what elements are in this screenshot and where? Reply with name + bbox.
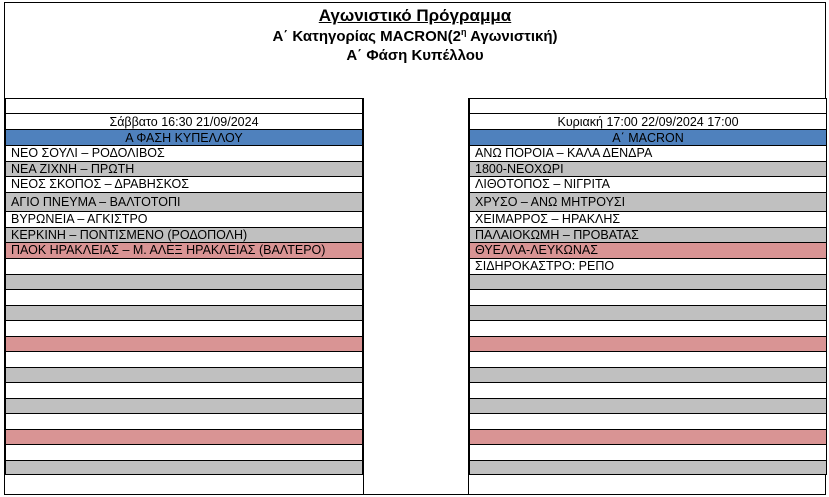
match-row [469,382,827,398]
match-row [469,320,827,336]
sunday-group-header: Α΄ MACRON [469,129,827,145]
match-row: ΠΑΟΚ ΗΡΑΚΛΕΙΑΣ – Μ. ΑΛΕΞ ΗΡΑΚΛΕΙΑΣ (ΒΑΛΤΕΡΟ) [5,242,363,258]
match-row [469,413,827,429]
page-title: Αγωνιστικό Πρόγραμμα [318,6,512,25]
match-row: ΒΥΡΩΝΕΙΑ – ΑΓΚΙΣΤΡΟ [5,211,363,227]
phase-subtitle: Α΄ Φάση Κυπέλλου [346,47,484,64]
match-row: 1800-ΝΕΟΧΩΡΙ [469,161,827,176]
match-row [5,429,363,444]
match-row [5,444,363,460]
subtitle-pre: Α΄ Κατηγορίας MACRON(2 [272,28,461,45]
match-row: ΛΙΘΟΤΟΠΟΣ – ΝΙΓΡΙΤΑ [469,176,827,192]
match-row [5,258,363,274]
saturday-group-header: Α ΦΑΣΗ ΚΥΠΕΛΛΟΥ [5,129,363,145]
match-row [469,444,827,460]
match-row [5,382,363,398]
match-row: ΑΝΩ ΠΟΡΟΙΑ – ΚΑΛΑ ΔΕΝΔΡΑ [469,145,827,161]
match-row [5,305,363,320]
sunday-column [469,98,827,475]
match-row: ΧΡΥΣΟ – ΑΝΩ ΜΗΤΡΟΥΣΙ [469,192,827,211]
sunday-date: Κυριακή 17:00 22/09/2024 17:00 [469,113,827,129]
match-row [469,460,827,475]
subtitle-post: Αγωνιστική) [466,28,558,45]
match-row: ΧΕΙΜΑΡΡΟΣ – ΗΡΑΚΛΗΣ [469,211,827,227]
match-row [469,274,827,289]
match-row [5,320,363,336]
sunday-spacer-row [469,98,827,113]
column-gap [363,98,469,494]
match-row [469,305,827,320]
match-row: ΠΑΛΑΙΟΚΩΜΗ – ΠΡΟΒΑΤΑΣ [469,227,827,242]
schedule-header [5,3,825,98]
schedule-sheet [4,2,826,495]
category-subtitle [5,27,825,45]
match-row [5,274,363,289]
match-row: ΣΙΔΗΡΟΚΑΣΤΡΟ: ΡΕΠΟ [469,258,827,274]
match-row [469,429,827,444]
match-row [469,289,827,305]
subtitle-sup: η [460,27,467,37]
match-row: ΝΕΟ ΣΟΥΛΙ – ΡΟΔΟΛΙΒΟΣ [5,145,363,161]
saturday-spacer-row [5,98,363,113]
match-row: ΝΕΟΣ ΣΚΟΠΟΣ – ΔΡΑΒΗΣΚΟΣ [5,176,363,192]
match-row [5,351,363,367]
match-row [5,460,363,475]
match-row [5,336,363,351]
saturday-date: Σάββατο 16:30 21/09/2024 [5,113,363,129]
match-row [5,398,363,413]
match-row [469,398,827,413]
match-row: ΑΓΙΟ ΠΝΕΥΜΑ – ΒΑΛΤΟΤΟΠΙ [5,192,363,211]
match-row [469,351,827,367]
match-row [5,413,363,429]
match-row: ΘΥΕΛΛΑ-ΛΕΥΚΩΝΑΣ [469,242,827,258]
saturday-column [5,98,363,475]
match-row [5,367,363,382]
match-row: ΚΕΡΚΙΝΗ – ΠΟΝΤΙΣΜΕΝΟ (ΡΟΔΟΠΟΛΗ) [5,227,363,242]
match-row: ΝΕΑ ΖΙΧΝΗ – ΠΡΩΤΗ [5,161,363,176]
match-row [469,336,827,351]
match-row [5,289,363,305]
match-row [469,367,827,382]
